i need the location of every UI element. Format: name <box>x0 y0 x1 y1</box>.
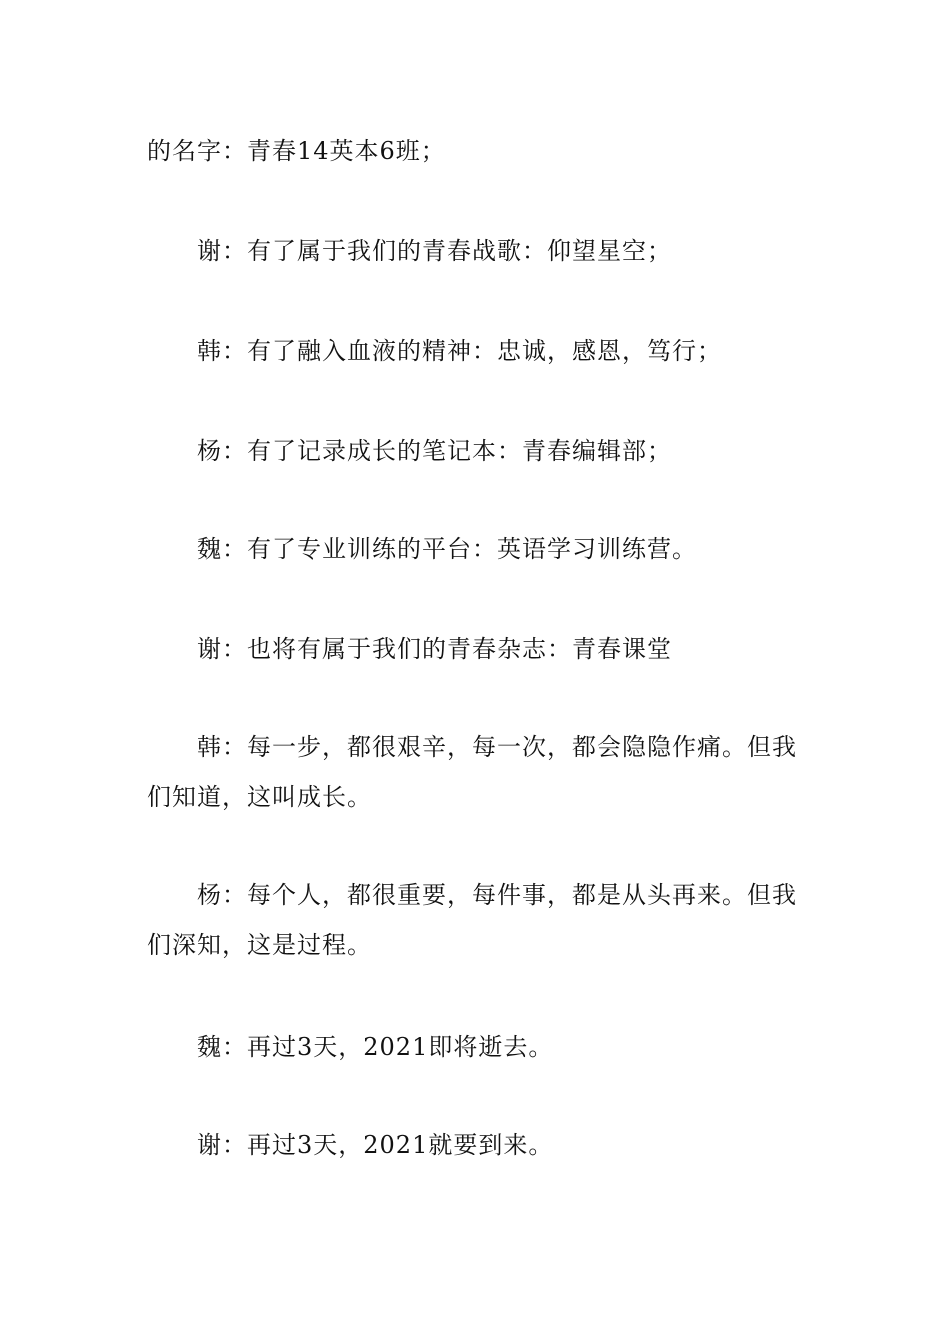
paragraph-wei-2: 魏：再过3天，2021即将逝去。 <box>197 1033 554 1061</box>
paragraph-han-2: 韩：每一步，都很艰辛，每一次，都会隐隐作痛。但我们知道，这叫成长。 <box>147 733 797 811</box>
paragraph-xie-3: 谢：再过3天，2021就要到来。 <box>197 1131 554 1159</box>
paragraph-wei-1: 魏：有了专业训练的平台：英语学习训练营。 <box>197 535 697 563</box>
paragraph-xie-1: 谢：有了属于我们的青春战歌：仰望星空； <box>197 237 672 265</box>
paragraph-han-1: 韩：有了融入血液的精神：忠诚，感恩，笃行； <box>197 337 722 365</box>
paragraph-xie-2: 谢：也将有属于我们的青春杂志：青春课堂 <box>197 635 672 663</box>
paragraph-continuation: 的名字：青春14英本6班； <box>147 137 446 165</box>
paragraph-yang-1: 杨：有了记录成长的笔记本：青春编辑部； <box>197 437 672 465</box>
paragraph-yang-2: 杨：每个人，都很重要，每件事，都是从头再来。但我们深知，这是过程。 <box>147 881 797 959</box>
